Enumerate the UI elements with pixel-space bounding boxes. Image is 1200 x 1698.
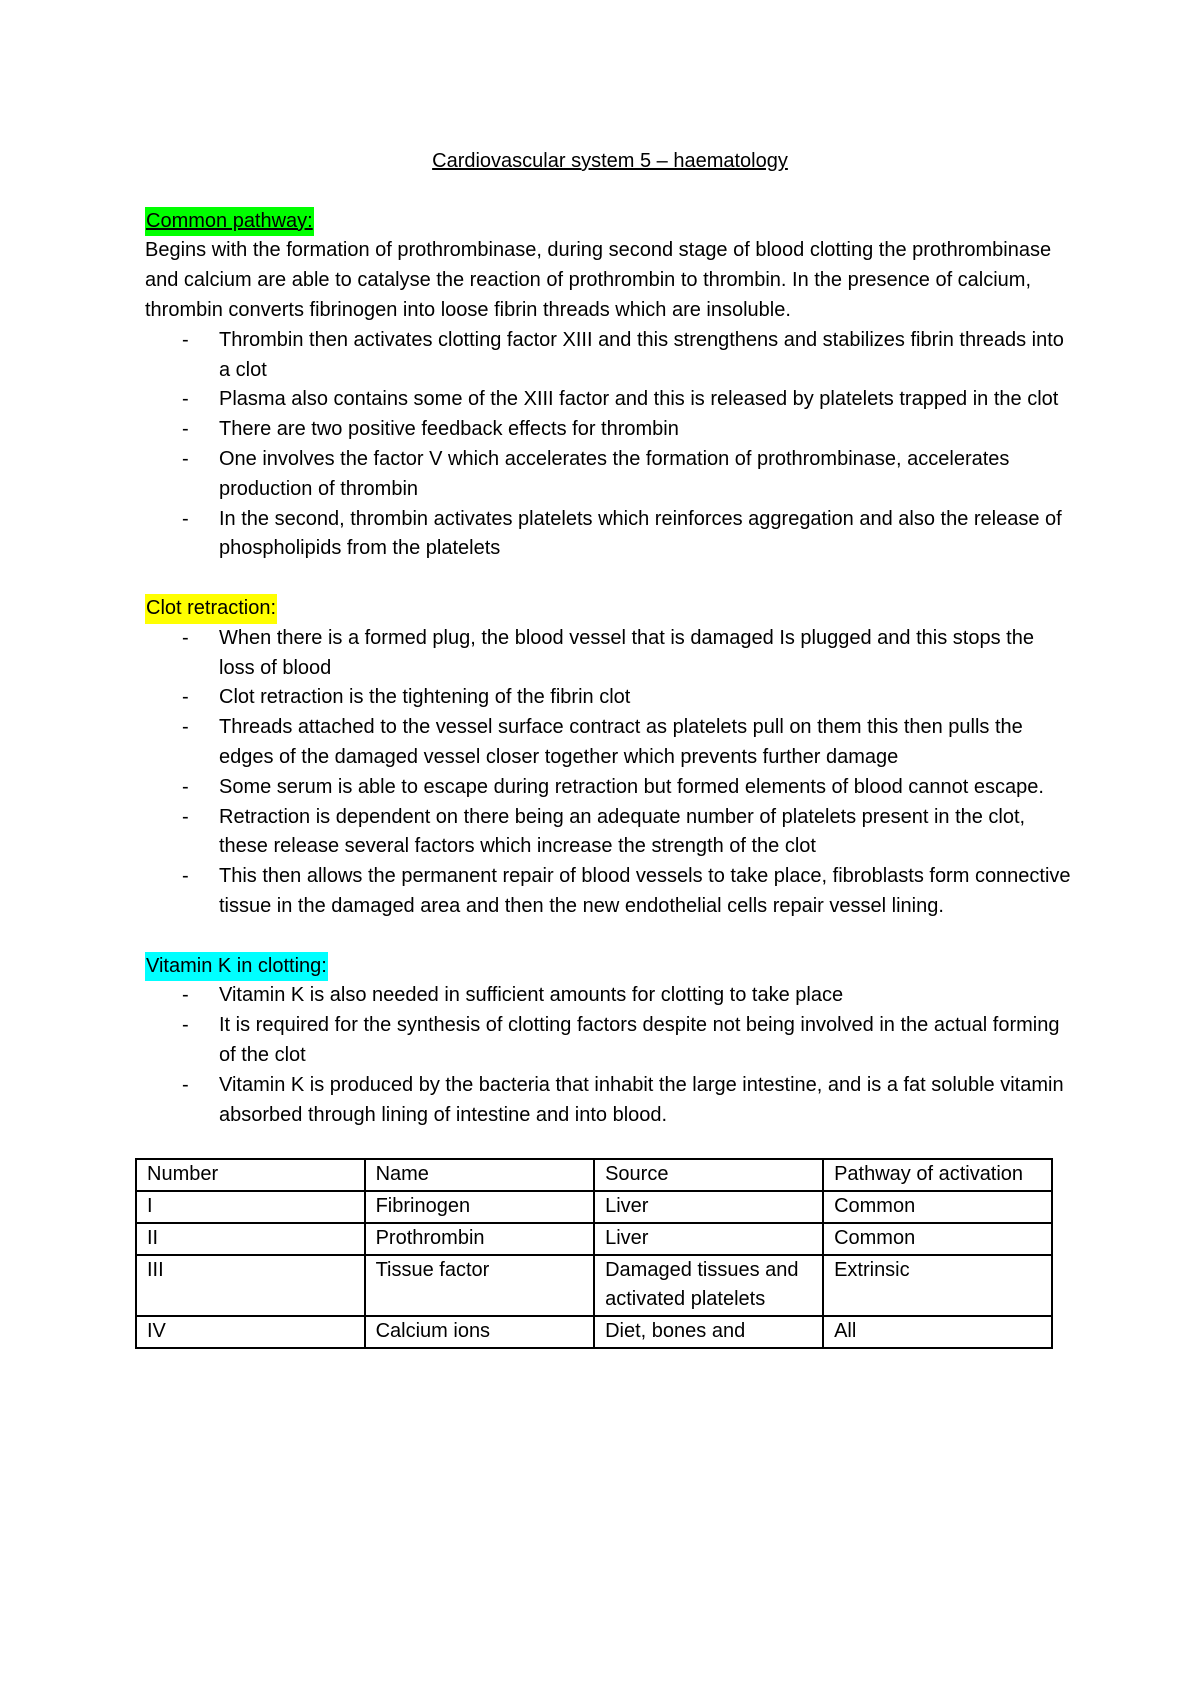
bullet-dash: - — [182, 716, 189, 739]
bullet-dash: - — [182, 418, 189, 441]
bullet-dash: - — [182, 1073, 189, 1096]
list-item: - Threads attached to the vessel surface contract as platelets pull on them this then pulls the edges of the damaged vessel closer together which prevents further damage — [145, 713, 1075, 773]
bullet-dash: - — [182, 775, 189, 798]
bullet-dash: - — [182, 805, 189, 828]
table-header-row — [136, 1159, 1052, 1191]
section-clot-retraction — [145, 594, 1075, 922]
list-item: - This then allows the permanent repair of blood vessels to take place, fibroblasts form connective tissue in the damaged area and then the new endothelial cells repair vessel lining. — [145, 862, 1075, 922]
table-cell: Liver — [594, 1223, 823, 1255]
bullet-dash: - — [182, 328, 189, 351]
table-row — [136, 1223, 1052, 1255]
bullet-dash: - — [182, 1014, 189, 1037]
table-cell: III — [136, 1255, 365, 1317]
table-header-cell: Source — [594, 1159, 823, 1191]
table-cell: Common — [823, 1223, 1052, 1255]
common-pathway-list — [145, 326, 1075, 564]
table-cell: II — [136, 1223, 365, 1255]
bullet-dash: - — [182, 507, 189, 530]
table-cell: Liver — [594, 1191, 823, 1223]
table-cell: Damaged tissues and activated platelets — [594, 1255, 823, 1317]
heading-vitamin-k: Vitamin K in clotting: — [145, 952, 328, 982]
document-page — [145, 147, 1075, 1349]
heading-common-pathway: Common pathway: — [145, 207, 314, 237]
table-row — [136, 1255, 1052, 1317]
list-item: - Plasma also contains some of the XIII factor and this is released by platelets trapped in the clot — [145, 385, 1075, 415]
section-common-pathway — [145, 207, 1075, 565]
bullet-dash: - — [182, 447, 189, 470]
list-item: - Retraction is dependent on there being an adequate number of platelets present in the clot, these release several factors which increase the strength of the clot — [145, 803, 1075, 863]
section-vitamin-k — [145, 952, 1075, 1131]
clotting-factors-table — [135, 1158, 1053, 1349]
bullet-dash: - — [182, 686, 189, 709]
list-item: - Clot retraction is the tightening of the fibrin clot — [145, 683, 1075, 713]
table-cell: Tissue factor — [365, 1255, 595, 1317]
bullet-dash: - — [182, 984, 189, 1007]
table-cell: All — [823, 1316, 1052, 1348]
bullet-dash: - — [182, 626, 189, 649]
list-item: - Some serum is able to escape during retraction but formed elements of blood cannot escape. — [145, 773, 1075, 803]
table-header-cell: Number — [136, 1159, 365, 1191]
table-cell: I — [136, 1191, 365, 1223]
table-cell: Calcium ions — [365, 1316, 595, 1348]
table-header-cell: Pathway of activation — [823, 1159, 1052, 1191]
heading-clot-retraction: Clot retraction: — [145, 594, 277, 624]
bullet-dash: - — [182, 388, 189, 411]
table-cell: Fibrinogen — [365, 1191, 595, 1223]
table-cell: Common — [823, 1191, 1052, 1223]
clot-retraction-list — [145, 624, 1075, 922]
list-item: - When there is a formed plug, the blood vessel that is damaged Is plugged and this stops the loss of blood — [145, 624, 1075, 684]
table-cell: Diet, bones and — [594, 1316, 823, 1348]
table-cell: Extrinsic — [823, 1255, 1052, 1317]
list-item: - Thrombin then activates clotting factor XIII and this strengthens and stabilizes fibrin threads into a clot — [145, 326, 1075, 386]
document-title: Cardiovascular system 5 – haematology — [432, 150, 788, 172]
list-item: - Vitamin K is also needed in sufficient amounts for clotting to take place — [145, 981, 1075, 1011]
table-row — [136, 1316, 1052, 1348]
vitamin-k-list — [145, 981, 1075, 1130]
list-item: - There are two positive feedback effects for thrombin — [145, 415, 1075, 445]
table-header-cell: Name — [365, 1159, 595, 1191]
list-item: - In the second, thrombin activates platelets which reinforces aggregation and also the release of phospholipids from the platelets — [145, 505, 1075, 565]
bullet-dash: - — [182, 865, 189, 888]
table-row — [136, 1191, 1052, 1223]
table-cell: Prothrombin — [365, 1223, 595, 1255]
table-cell: IV — [136, 1316, 365, 1348]
list-item: - One involves the factor V which accelerates the formation of prothrombinase, accelerates production of thrombin — [145, 445, 1075, 505]
list-item: - Vitamin K is produced by the bacteria that inhabit the large intestine, and is a fat soluble vitamin absorbed through lining of intestine and into blood. — [145, 1071, 1075, 1131]
list-item: - It is required for the synthesis of clotting factors despite not being involved in the actual forming of the clot — [145, 1011, 1075, 1071]
common-pathway-intro: Begins with the formation of prothrombinase, during second stage of blood clotting the prothrombinase and calcium are able to catalyse the reaction of prothrombin to thrombin. In the presence of calcium, thrombin converts fibrinogen into loose fibrin threads which are insoluble. — [145, 239, 1052, 321]
